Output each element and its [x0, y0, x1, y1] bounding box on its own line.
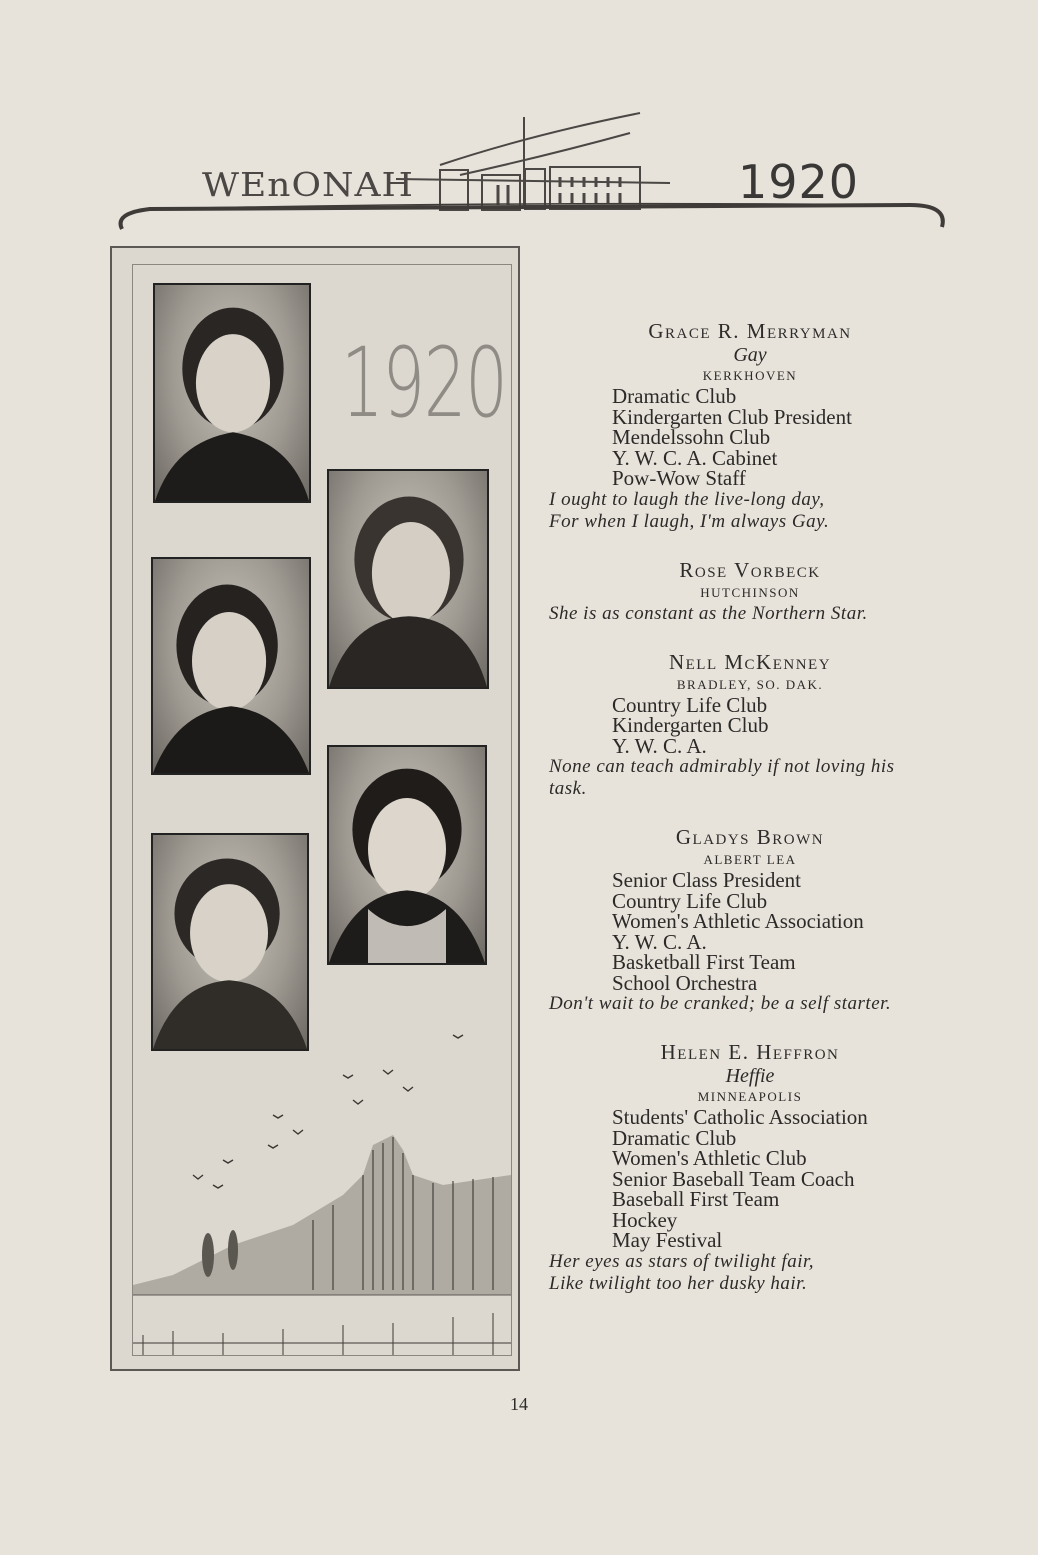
- activity-item: Senior Class President: [612, 868, 801, 892]
- student-nickname: Gay: [733, 344, 767, 366]
- entry-grace-merryman: [540, 318, 960, 533]
- portrait-grace-merryman: [153, 283, 311, 503]
- activity-item: Dramatic Club: [612, 384, 737, 408]
- entry-helen-heffron: [540, 1039, 960, 1295]
- header-year: 1920: [738, 155, 860, 209]
- student-quote-line: Her eyes as stars of twilight fair,: [549, 1250, 815, 1272]
- activity-item: Mendelssohn Club: [612, 425, 771, 449]
- entry-nell-mckenney: [540, 649, 960, 801]
- student-name: Grace R. Merryman: [648, 319, 852, 343]
- student-quote-line: I ought to laugh the live-long day,: [549, 488, 825, 510]
- biography-list: [540, 318, 960, 1319]
- student-hometown: BRADLEY, SO. DAK.: [676, 676, 824, 692]
- student-quote-line: Like twilight too her dusky hair.: [549, 1272, 808, 1294]
- portrait-nell-mckenney: [151, 557, 311, 775]
- panel-year: 1920: [341, 327, 507, 439]
- student-name: Rose Vorbeck: [679, 557, 821, 582]
- activity-item: Kindergarten Club: [612, 713, 769, 737]
- student-name: Gladys Brown: [675, 825, 825, 849]
- page-number: 14: [510, 1394, 528, 1414]
- photo-panel: [110, 246, 520, 1371]
- activity-item: Y. W. C. A.: [612, 929, 707, 954]
- student-hometown: MINNEAPOLIS: [697, 1089, 803, 1104]
- activity-item: May Festival: [612, 1228, 723, 1252]
- activity-list: [612, 692, 960, 758]
- activity-list: [612, 386, 960, 489]
- student-quote-line: For when I laugh, I'm always Gay.: [549, 510, 830, 532]
- student-name: Helen E. Heffron: [660, 1040, 840, 1064]
- entry-rose-vorbeck: [540, 557, 960, 625]
- student-hometown: ALBERT LEA: [703, 852, 797, 867]
- student-hometown: KERKHOVEN: [702, 368, 798, 383]
- activity-list: [612, 870, 960, 993]
- activity-item: Baseball First Team: [612, 1187, 780, 1211]
- portrait-helen-heffron: [151, 833, 309, 1051]
- activity-item: Dramatic Club: [612, 1125, 737, 1150]
- student-quote-line: None can teach admirably if not loving his: [549, 756, 895, 777]
- activity-item: Basketball First Team: [612, 950, 796, 974]
- activity-item: Country Life Club: [612, 888, 768, 913]
- portrait-rose-vorbeck: [327, 469, 489, 689]
- student-quote-line: task.: [549, 778, 587, 799]
- yearbook-wordmark: WEnONAH: [202, 167, 414, 204]
- activity-item: Y. W. C. A.: [612, 733, 707, 758]
- activity-list: [612, 1107, 960, 1251]
- student-quote-line: Don't wait to be cranked; be a self starter.: [549, 993, 892, 1014]
- page-header: [110, 105, 950, 235]
- student-quote-line: She is as constant as the Northern Star.: [549, 602, 868, 624]
- activity-item: Y. W. C. A. Cabinet: [612, 445, 778, 470]
- entry-gladys-brown: [540, 824, 960, 1015]
- landscape-illustration: [133, 1025, 511, 1355]
- activity-item: Kindergarten Club President: [612, 404, 852, 429]
- activity-item: Pow-Wow Staff: [612, 466, 746, 490]
- activity-item: Country Life Club: [612, 692, 768, 717]
- activity-item: Women's Athletic Club: [612, 1146, 807, 1170]
- student-name: Nell McKenney: [668, 649, 832, 674]
- activity-item: Students' Catholic Association: [612, 1105, 868, 1129]
- student-nickname: Heffie: [725, 1065, 775, 1087]
- activity-item: Senior Baseball Team Coach: [612, 1166, 855, 1191]
- activity-item: Hockey: [612, 1207, 678, 1232]
- activity-item: School Orchestra: [612, 970, 758, 995]
- activity-item: Women's Athletic Association: [612, 909, 864, 933]
- photo-panel-inner-frame: [132, 264, 512, 1356]
- student-hometown: HUTCHINSON: [700, 584, 800, 600]
- portrait-gladys-brown: [327, 745, 487, 965]
